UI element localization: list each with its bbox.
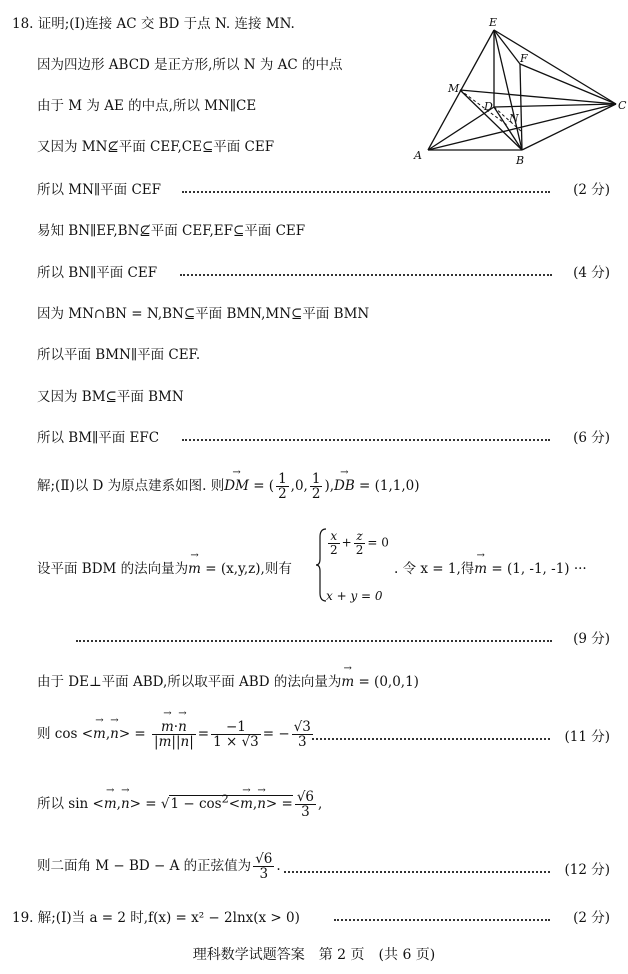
vector-m: → m: [341, 674, 354, 690]
text-segment: > =: [265, 796, 293, 813]
solution-line-17: 所以 $\sin <\to m,\to n> = √1 - \cos^2<\to m,\to n>$ = $\frac{√6}{3}$ ,: [37, 790, 322, 819]
text-segment: = (0,0,1): [354, 674, 419, 690]
fraction-numerator: √3: [293, 719, 311, 735]
fraction-denominator: 2: [278, 486, 287, 503]
text-segment: 1 − cos: [170, 796, 222, 813]
score-label: (6 分): [573, 430, 610, 446]
text-segment: 所以 sin <: [37, 796, 104, 813]
figure-label-e: E: [489, 16, 498, 29]
proof-line-4: 又因为 MN⊈平面 CEF,CE⊆平面 CEF: [37, 139, 275, 155]
solution-line-15: [37, 670, 419, 690]
figure-label-c: C: [618, 99, 627, 112]
text-segment: 由于 DE⊥平面 ABD,所以取平面 ABD 的法向量为: [37, 674, 342, 690]
text-segment: ,: [252, 796, 258, 813]
vector-n: → n: [257, 796, 266, 812]
figure-label-f: F: [520, 52, 528, 65]
dot-leader: [312, 738, 550, 740]
fraction-denominator: 2: [355, 542, 364, 557]
fraction-numerator: z: [354, 530, 366, 544]
text-segment: = (1, -1, -1) ···: [487, 561, 587, 577]
text-segment: = (1,1,0): [354, 478, 420, 495]
fraction-z-over-2: [354, 530, 366, 556]
text-segment: ,: [105, 726, 111, 743]
proof-line-10: 又因为 BM⊆平面 BMN: [37, 389, 184, 405]
text-segment: = 0: [367, 535, 389, 550]
abs-n: |n|: [175, 734, 194, 751]
text-segment: 设平面 BDM 的法向量为: [37, 561, 189, 577]
text-segment: .: [276, 858, 281, 875]
proof-line-6: 易知 BN∥EF,BN⊈平面 CEF,EF⊆平面 CEF: [37, 223, 306, 239]
vector-m: → m: [188, 561, 201, 577]
fraction-denominator: [152, 735, 196, 749]
fraction-numerator: [152, 720, 196, 735]
vector-m: → m: [93, 726, 106, 742]
figure-label-n: N: [509, 112, 519, 125]
dot-leader: [182, 191, 550, 193]
text-segment: +: [341, 535, 352, 550]
proof-line-8: 因为 MN∩BN = N,BN⊆平面 BMN,MN⊆平面 BMN: [37, 306, 370, 322]
text-segment: = −: [262, 726, 290, 743]
proof-line-5: 所以 MN∥平面 CEF: [37, 182, 162, 198]
proof-line-3: 由于 M 为 AE 的中点,所以 MN∥CE: [37, 98, 257, 114]
fraction-result: [292, 720, 313, 749]
solution-line-13: [37, 557, 292, 577]
score-label: (12 分): [564, 862, 610, 878]
abs-m: |m|: [154, 734, 176, 751]
score-label: (4 分): [573, 265, 610, 281]
solution-line-12: [37, 472, 420, 501]
vector-n: → n: [110, 726, 119, 742]
fraction-denominator: 1 × √3: [213, 734, 259, 751]
fraction-numerator: 1: [311, 471, 321, 487]
fraction-numerator: 1: [278, 471, 287, 487]
score-label: (11 分): [564, 729, 610, 745]
proof-line-7: 所以 BN∥平面 CEF: [37, 265, 158, 281]
text-segment: ,0,: [290, 478, 308, 495]
dot-leader: [182, 439, 550, 441]
vector-n: → n: [178, 720, 187, 734]
vector-m: → m: [240, 796, 253, 812]
proof-line-1: 18. 证明;(Ⅰ)连接 AC 交 BD 于点 N. 连接 MN.: [12, 16, 295, 32]
fraction-value: [211, 720, 261, 749]
figure-label-d: D: [484, 100, 493, 113]
dot-leader: [284, 871, 550, 873]
text-segment: . 令 x = 1,得: [394, 561, 475, 577]
text-segment: ,: [116, 796, 121, 813]
dot-leader: [334, 919, 550, 921]
dot-leader: [76, 640, 552, 642]
fraction-x-over-2: [328, 530, 340, 556]
fraction-denominator: 2: [311, 486, 321, 503]
fraction-denominator: 3: [301, 804, 310, 821]
fraction-numerator: √6: [255, 851, 273, 867]
solution-line-18: [37, 852, 281, 881]
text-segment: <: [228, 796, 241, 813]
proof-line-11: 所以 BM∥平面 EFC: [37, 430, 160, 446]
vector-m: → m: [474, 561, 487, 577]
fraction-denominator: 2: [330, 542, 338, 557]
dot-operator: ·: [173, 719, 179, 735]
solution-line-13-cont: [394, 557, 587, 577]
text-segment: = (: [248, 478, 275, 495]
text-segment: > =: [129, 796, 157, 813]
fraction-numerator: x: [328, 530, 340, 544]
text-segment: =: [197, 726, 210, 743]
text-segment: > =: [118, 726, 146, 743]
fraction-half: [276, 472, 289, 501]
fraction-denominator: 3: [297, 734, 307, 751]
text-segment: = (x,y,z),则有: [200, 561, 292, 577]
page-footer: 理科数学试题答案 第 2 页 (共 6 页): [192, 947, 436, 963]
text-segment: 则 cos <: [37, 726, 94, 743]
exponent: 2: [221, 792, 229, 806]
figure-label-a: A: [414, 149, 422, 162]
vector-db: → DB: [334, 478, 355, 494]
solution-line-16: [37, 720, 315, 749]
vector-n: → n: [121, 796, 130, 812]
sqrt-expression: [169, 792, 293, 813]
fraction-result: [295, 790, 316, 819]
geometry-figure: [410, 12, 628, 167]
fraction-half: [310, 472, 323, 501]
proof-line-9: 所以平面 BMN∥平面 CEF.: [37, 347, 201, 363]
vector-m: → m: [161, 720, 174, 734]
text-segment: ),: [324, 478, 334, 495]
score-label: (2 分): [573, 182, 610, 198]
fraction-denominator: 3: [259, 866, 269, 883]
system-equation-2: x + y = 0: [326, 589, 383, 603]
fraction-result: [253, 852, 274, 881]
fraction-dot-over-abs: [152, 720, 196, 749]
text-segment: 解;(Ⅱ)以 D 为原点建系如图. 则: [37, 478, 225, 495]
figure-label-b: B: [516, 154, 525, 167]
score-label: (9 分): [573, 631, 610, 647]
system-equation-1: [326, 530, 389, 556]
dot-leader: [180, 274, 552, 276]
vector-dm: → DM: [224, 478, 249, 494]
score-label: (2 分): [573, 910, 610, 926]
text-segment: 则二面角 M − BD − A 的正弦值为: [37, 858, 252, 875]
fraction-numerator: √6: [296, 789, 315, 805]
text-segment: ,: [318, 796, 323, 813]
solution-line-19: 19. 解;(Ⅰ)当 a = 2 时,f(x) = x² − 2lnx(x > 0): [12, 910, 300, 926]
fraction-numerator: −1: [211, 720, 261, 735]
proof-line-2: 因为四边形 ABCD 是正方形,所以 N 为 AC 的中点: [37, 57, 343, 73]
vector-m: → m: [104, 796, 117, 812]
figure-label-m: M: [448, 82, 460, 95]
